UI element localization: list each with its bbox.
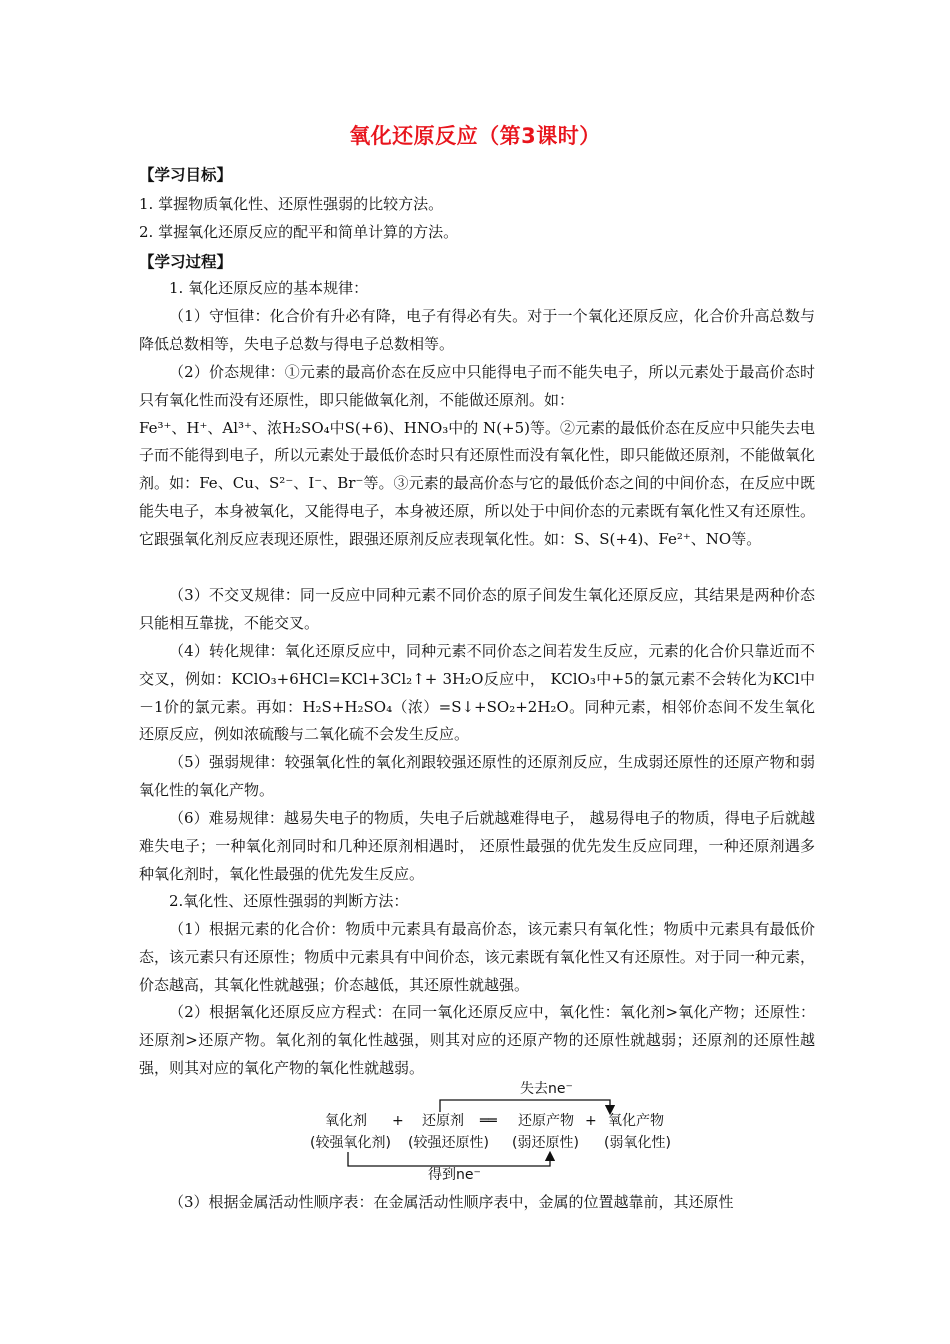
goal-item-2: 2. 掌握氧化还原反应的配平和简单计算的方法。 (139, 223, 459, 241)
equals-sign: ══ (480, 1113, 497, 1129)
oxidant-note: (较强氧化剂) (310, 1135, 391, 1151)
gain-electrons-arrow (348, 1152, 550, 1166)
method-valence: （1）根据元素的化合价：物质中元素具有最高价态，该元素只有氧化性；物质中元素具有最低价态，该元素只有还原性；物质中元素具有中间价态，该元素既有氧化性又有还原性。对于同一种元素，价态越高，其氧化性就越强；价态越低，其还原性就越强。 (139, 920, 815, 994)
rule-conservation: （1）守恒律：化合价有升必有降，电子有得必有失。对于一个氧化还原反应，化合价升高总数与降低总数相等，失电子总数与得电子总数相等。 (139, 307, 815, 353)
goal-item-1: 1. 掌握物质氧化性、还原性强弱的比较方法。 (139, 195, 444, 213)
rule-valence-part-b: Fe³⁺、H⁺、Al³⁺、浓H₂SO₄中S(+6)、HNO₃中的 N(+5)等。②元素的最低价态在反应中只能失去电子而不能得到电子，所以元素处于最低价态时只有还原性而没有氧化性，即只能做还原剂，不能做氧化剂。如：Fe、Cu、S²⁻、I⁻、Br⁻等。③元素的最高价态与它的最低价态之间的中间价态，在反应中既能失电子，本身被氧化，又能得电子，本身被还原，所以处于中间价态的元素既有氧化性又有还原性。它跟强氧化剂反应表现还原性，跟强还原剂反应表现氧化性。如：S、S(+4)、Fe²⁺、NO等。 (139, 418, 815, 548)
rule-ease: （6）难易规律：越易失电子的物质，失电子后就越难得电子， 越易得电子的物质，得电子后就越难失电子；一种氧化剂同时和几种还原剂相遇时， 还原性最强的优先发生反应同理，一种还原剂遇多种氧化剂时，氧化性最强的优先发生反应。 (139, 809, 815, 883)
gain-electrons-label: 得到ne⁻ (428, 1167, 481, 1180)
plus-sign-2: + (585, 1113, 597, 1129)
reduction-product-note: (弱还原性) (512, 1135, 579, 1151)
lose-electrons-arrow (440, 1100, 610, 1112)
rule-valence-part-a: （2）价态规律：①元素的最高价态在反应中只能得电子而不能失电子，所以元素处于最高价态时只有氧化性而没有还原性，即只能做氧化剂，不能做还原剂。如： (139, 363, 815, 409)
oxidation-product-note: (弱氧化性) (604, 1135, 671, 1151)
rule-no-crossing: （3）不交叉规律：同一反应中同种元素不同价态的原子间发生氧化还原反应，其结果是两种价态只能相互靠拢，不能交叉。 (139, 586, 815, 632)
plus-sign-1: + (392, 1113, 404, 1129)
section-heading-goals: 【学习目标】 (139, 166, 233, 184)
rule-valence (139, 359, 815, 554)
part-2-title: 2.氧化性、还原性强弱的判断方法： (169, 892, 409, 910)
rule-strength: （5）强弱规律：较强氧化性的氧化剂跟较强还原性的还原剂反应，生成弱还原性的还原产物和弱氧化性的氧化产物。 (139, 753, 815, 799)
oxidant-label: 氧化剂 (325, 1113, 367, 1129)
rule-conversion: （4）转化规律：氧化还原反应中，同种元素不同价态之间若发生反应，元素的化合价只靠近而不交叉，例如：KClO₃+6HCl=KCl+3Cl₂↑+ 3H₂O反应中， KClO₃中+5的氯元素不会转化为KCl中－1价的氯元素。再如：H₂S+H₂SO₄（浓）=S↓+SO₂+2H₂O。同种元素，相邻价态间不发生氧化还原反应，例如浓硫酸与二氧化硫不会发生反应。 (139, 642, 815, 744)
part-1-title: 1. 氧化还原反应的基本规律： (169, 279, 369, 297)
electron-transfer-diagram (300, 1080, 690, 1180)
page-title: 氧化还原反应（第3课时） (349, 124, 601, 148)
oxidation-product-label: 氧化产物 (608, 1113, 664, 1129)
lose-electrons-label: 失去ne⁻ (520, 1081, 573, 1097)
section-heading-process: 【学习过程】 (139, 253, 233, 271)
reduction-product-label: 还原产物 (518, 1113, 574, 1129)
method-equation: （2）根据氧化还原反应方程式：在同一氧化还原反应中，氧化性：氧化剂>氧化产物；还原性：还原剂>还原产物。氧化剂的氧化性越强，则其对应的还原产物的还原性就越弱；还原剂的还原性越强，则其对应的氧化产物的氧化性就越弱。 (139, 1003, 815, 1077)
method-metal-activity: （3）根据金属活动性顺序表：在金属活动性顺序表中，金属的位置越靠前，其还原性 (169, 1193, 734, 1211)
reductant-label: 还原剂 (422, 1113, 464, 1129)
reductant-note: (较强还原性) (408, 1135, 489, 1151)
